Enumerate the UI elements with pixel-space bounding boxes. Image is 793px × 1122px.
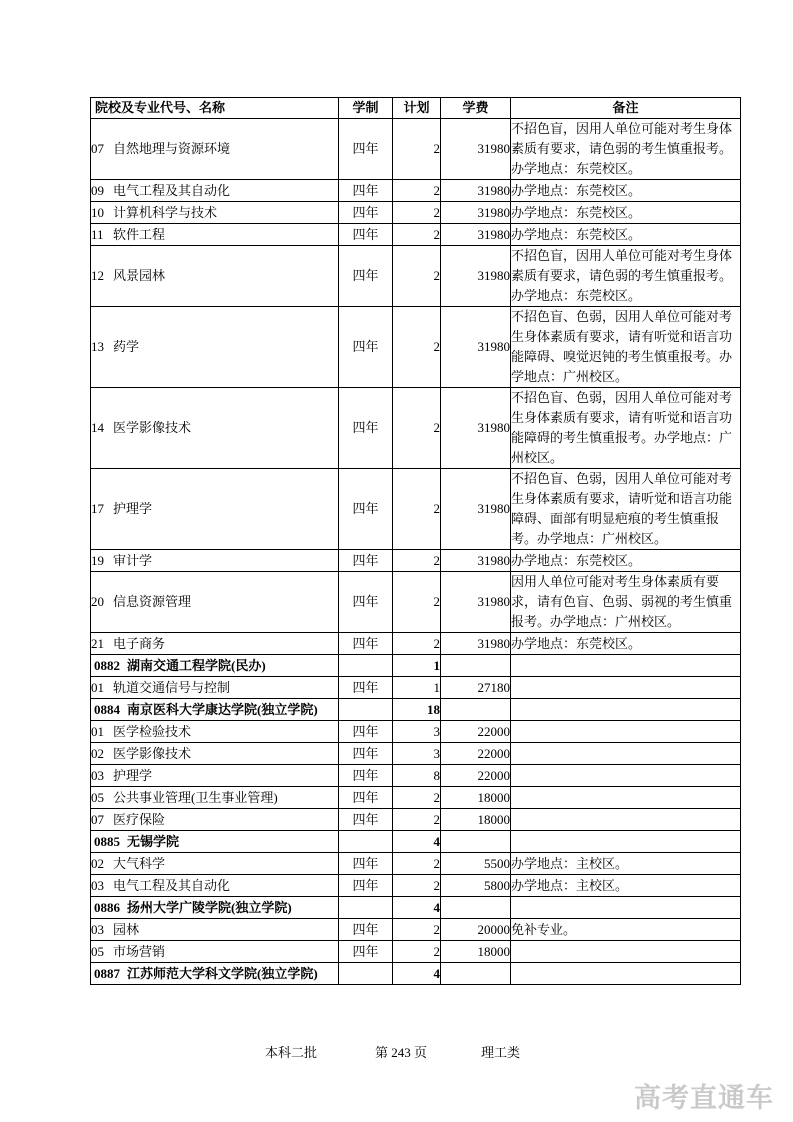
row-code: 07 [91, 811, 104, 827]
institution-row [91, 831, 741, 853]
footer-page-number: 第 243 页 [375, 1045, 428, 1060]
cell-plan: 2 [393, 119, 441, 180]
major-row [91, 787, 741, 809]
cell-remark: 办学地点：东莞校区。 [511, 202, 741, 224]
cell-plan: 2 [393, 469, 441, 550]
row-name: 无锡学院 [127, 833, 180, 849]
header-row [91, 98, 741, 119]
cell-duration: 四年 [339, 388, 393, 469]
cell-tuition [441, 831, 511, 853]
cell-plan: 2 [393, 202, 441, 224]
cell-tuition: 18000 [441, 787, 511, 809]
major-row [91, 941, 741, 963]
cell-code-and-name [91, 246, 339, 307]
major-row [91, 853, 741, 875]
row-name: 护理学 [113, 767, 153, 783]
cell-duration: 四年 [339, 469, 393, 550]
row-name: 软件工程 [113, 226, 166, 242]
cell-duration [339, 655, 393, 677]
cell-tuition: 31980 [441, 633, 511, 655]
row-code: 03 [91, 767, 104, 783]
row-code: 21 [91, 635, 104, 651]
cell-tuition: 31980 [441, 469, 511, 550]
cell-remark: 因用人单位可能对考生身体素质有要求，请有色盲、色弱、弱视的考生慎重报考。办学地点：广州校区。 [511, 572, 741, 633]
cell-tuition: 31980 [441, 388, 511, 469]
admission-plan-table [90, 97, 741, 985]
cell-duration: 四年 [339, 809, 393, 831]
cell-remark [511, 677, 741, 699]
cell-plan: 2 [393, 572, 441, 633]
row-code: 02 [91, 745, 104, 761]
row-name: 电气工程及其自动化 [113, 182, 231, 198]
cell-duration: 四年 [339, 119, 393, 180]
row-code: 02 [91, 855, 104, 871]
cell-plan: 2 [393, 853, 441, 875]
cell-code-and-name [91, 572, 339, 633]
cell-duration: 四年 [339, 633, 393, 655]
header-remark: 备注 [511, 98, 741, 119]
cell-duration: 四年 [339, 743, 393, 765]
major-row [91, 809, 741, 831]
cell-duration: 四年 [339, 550, 393, 572]
cell-tuition [441, 655, 511, 677]
cell-tuition: 18000 [441, 809, 511, 831]
cell-plan: 3 [393, 743, 441, 765]
row-code: 10 [91, 204, 104, 220]
cell-tuition: 31980 [441, 572, 511, 633]
row-name: 风景园林 [113, 268, 166, 283]
cell-duration: 四年 [339, 307, 393, 388]
cell-remark [511, 941, 741, 963]
cell-tuition: 27180 [441, 677, 511, 699]
row-name: 轨道交通信号与控制 [113, 679, 231, 695]
row-code: 05 [91, 789, 104, 805]
cell-remark: 不招色盲，因用人单位可能对考生身体素质有要求，请色弱的考生慎重报考。办学地点：东莞校区。 [511, 246, 741, 307]
cell-tuition: 31980 [441, 224, 511, 246]
major-row [91, 202, 741, 224]
cell-tuition: 31980 [441, 246, 511, 307]
cell-duration: 四年 [339, 677, 393, 699]
row-name: 南京医科大学康达学院(独立学院) [127, 701, 318, 717]
row-code: 03 [91, 921, 104, 937]
row-name: 医学影像技术 [113, 420, 192, 435]
cell-plan: 3 [393, 721, 441, 743]
cell-duration: 四年 [339, 941, 393, 963]
major-row [91, 550, 741, 572]
cell-plan: 4 [393, 963, 441, 985]
cell-duration: 四年 [339, 875, 393, 897]
institution-row [91, 655, 741, 677]
cell-plan: 2 [393, 875, 441, 897]
cell-tuition: 5500 [441, 853, 511, 875]
cell-plan: 2 [393, 809, 441, 831]
row-code: 0885 [94, 833, 120, 849]
major-row [91, 469, 741, 550]
row-name: 医疗保险 [113, 811, 166, 827]
cell-tuition: 5800 [441, 875, 511, 897]
cell-plan: 2 [393, 180, 441, 202]
cell-plan: 4 [393, 897, 441, 919]
cell-remark: 办学地点：主校区。 [511, 853, 741, 875]
cell-plan: 18 [393, 699, 441, 721]
header-name: 院校及专业代号、名称 [91, 98, 339, 119]
cell-remark [511, 963, 741, 985]
cell-plan: 4 [393, 831, 441, 853]
major-row [91, 388, 741, 469]
cell-plan: 1 [393, 655, 441, 677]
row-code: 20 [91, 594, 104, 609]
row-code: 01 [91, 679, 104, 695]
cell-plan: 1 [393, 677, 441, 699]
page-footer [0, 1042, 793, 1060]
cell-code-and-name [91, 919, 339, 941]
cell-duration: 四年 [339, 853, 393, 875]
table-header [91, 98, 741, 119]
row-name: 计算机科学与技术 [113, 204, 218, 220]
cell-tuition: 18000 [441, 941, 511, 963]
row-code: 11 [91, 226, 104, 242]
row-code: 0887 [94, 965, 120, 981]
cell-plan: 8 [393, 765, 441, 787]
row-name: 市场营销 [113, 943, 166, 959]
cell-code-and-name [91, 550, 339, 572]
cell-remark [511, 787, 741, 809]
row-code: 12 [91, 268, 104, 283]
cell-code-and-name [91, 633, 339, 655]
row-code: 09 [91, 182, 104, 198]
cell-tuition: 22000 [441, 721, 511, 743]
row-name: 电气工程及其自动化 [113, 877, 231, 893]
cell-duration: 四年 [339, 721, 393, 743]
major-row [91, 633, 741, 655]
row-code: 19 [91, 552, 104, 568]
cell-tuition: 31980 [441, 550, 511, 572]
major-row [91, 677, 741, 699]
major-row [91, 765, 741, 787]
row-code: 0884 [94, 701, 120, 717]
cell-remark: 不招色盲、色弱，因用人单位可能对考生身体素质有要求，请有听觉和语言功能障碍、嗅觉迟钝的考生慎重报考。办学地点：广州校区。 [511, 307, 741, 388]
major-row [91, 307, 741, 388]
cell-duration: 四年 [339, 572, 393, 633]
cell-duration [339, 897, 393, 919]
cell-remark [511, 765, 741, 787]
cell-code-and-name [91, 963, 339, 985]
cell-code-and-name [91, 809, 339, 831]
cell-remark: 办学地点：东莞校区。 [511, 550, 741, 572]
footer-batch-label: 本科二批 [265, 1045, 318, 1060]
cell-code-and-name [91, 853, 339, 875]
row-name: 药学 [113, 339, 140, 354]
cell-duration: 四年 [339, 224, 393, 246]
cell-duration [339, 963, 393, 985]
row-code: 03 [91, 877, 104, 893]
cell-code-and-name [91, 388, 339, 469]
row-name: 信息资源管理 [113, 594, 192, 609]
cell-code-and-name [91, 699, 339, 721]
row-code: 17 [91, 501, 104, 516]
cell-code-and-name [91, 941, 339, 963]
cell-code-and-name [91, 743, 339, 765]
row-code: 0886 [94, 899, 120, 915]
major-row [91, 875, 741, 897]
row-name: 医学影像技术 [113, 745, 192, 761]
cell-tuition [441, 699, 511, 721]
cell-duration: 四年 [339, 202, 393, 224]
cell-code-and-name [91, 119, 339, 180]
row-code: 07 [91, 141, 104, 156]
cell-remark [511, 897, 741, 919]
cell-remark: 办学地点：东莞校区。 [511, 180, 741, 202]
cell-remark: 免补专业。 [511, 919, 741, 941]
row-name: 护理学 [113, 501, 153, 516]
cell-code-and-name [91, 765, 339, 787]
cell-remark [511, 655, 741, 677]
institution-row [91, 897, 741, 919]
institution-row [91, 963, 741, 985]
header-duration: 学制 [339, 98, 393, 119]
cell-plan: 2 [393, 246, 441, 307]
row-code: 14 [91, 420, 104, 435]
cell-duration [339, 699, 393, 721]
major-row [91, 246, 741, 307]
cell-code-and-name [91, 721, 339, 743]
cell-plan: 2 [393, 307, 441, 388]
cell-tuition: 22000 [441, 743, 511, 765]
cell-duration [339, 831, 393, 853]
cell-duration: 四年 [339, 919, 393, 941]
header-plan: 计划 [393, 98, 441, 119]
row-name: 公共事业管理(卫生事业管理) [113, 789, 278, 805]
cell-remark [511, 831, 741, 853]
row-name: 大气科学 [113, 855, 166, 871]
cell-remark: 不招色盲、色弱，因用人单位可能对考生身体素质有要求，请有听觉和语言功能障碍的考生慎重报考。办学地点：广州校区。 [511, 388, 741, 469]
cell-code-and-name [91, 224, 339, 246]
cell-tuition [441, 963, 511, 985]
cell-plan: 2 [393, 787, 441, 809]
cell-duration: 四年 [339, 246, 393, 307]
row-name: 自然地理与资源环境 [113, 141, 231, 156]
cell-code-and-name [91, 787, 339, 809]
row-name: 电子商务 [113, 635, 166, 651]
cell-code-and-name [91, 180, 339, 202]
row-name: 审计学 [113, 552, 153, 568]
row-name: 医学检验技术 [113, 723, 192, 739]
cell-tuition: 31980 [441, 180, 511, 202]
cell-remark: 不招色盲，因用人单位可能对考生身体素质有要求，请色弱的考生慎重报考。办学地点：东莞校区。 [511, 119, 741, 180]
cell-tuition: 20000 [441, 919, 511, 941]
cell-tuition: 31980 [441, 202, 511, 224]
institution-row [91, 699, 741, 721]
major-row [91, 224, 741, 246]
cell-remark [511, 699, 741, 721]
cell-code-and-name [91, 831, 339, 853]
cell-remark [511, 809, 741, 831]
row-code: 13 [91, 339, 104, 354]
cell-remark [511, 743, 741, 765]
cell-plan: 2 [393, 550, 441, 572]
row-name: 园林 [113, 921, 140, 937]
row-code: 05 [91, 943, 104, 959]
cell-duration: 四年 [339, 180, 393, 202]
cell-code-and-name [91, 202, 339, 224]
cell-code-and-name [91, 469, 339, 550]
table-body [91, 119, 741, 985]
header-tuition: 学费 [441, 98, 511, 119]
cell-remark: 办学地点：东莞校区。 [511, 224, 741, 246]
row-name: 湖南交通工程学院(民办) [127, 657, 266, 673]
cell-plan: 2 [393, 941, 441, 963]
footer-category-label: 理工类 [481, 1045, 521, 1060]
cell-remark: 不招色盲、色弱，因用人单位可能对考生身体素质有要求，请听觉和语言功能障碍、面部有明显疤痕的考生慎重报考。办学地点：广州校区。 [511, 469, 741, 550]
major-row [91, 743, 741, 765]
watermark: 高考直通车 [634, 1083, 774, 1113]
major-row [91, 721, 741, 743]
cell-code-and-name [91, 655, 339, 677]
cell-remark: 办学地点：主校区。 [511, 875, 741, 897]
row-code: 01 [91, 723, 104, 739]
row-code: 0882 [94, 657, 120, 673]
cell-code-and-name [91, 307, 339, 388]
cell-plan: 2 [393, 919, 441, 941]
cell-remark [511, 721, 741, 743]
cell-tuition: 31980 [441, 119, 511, 180]
cell-tuition: 22000 [441, 765, 511, 787]
admission-plan-table-wrap [90, 97, 741, 985]
row-name: 扬州大学广陵学院(独立学院) [127, 899, 292, 915]
major-row [91, 180, 741, 202]
major-row [91, 119, 741, 180]
cell-plan: 2 [393, 224, 441, 246]
cell-code-and-name [91, 875, 339, 897]
row-name: 江苏师范大学科文学院(独立学院) [127, 965, 318, 981]
cell-code-and-name [91, 897, 339, 919]
cell-duration: 四年 [339, 765, 393, 787]
cell-tuition: 31980 [441, 307, 511, 388]
cell-plan: 2 [393, 633, 441, 655]
major-row [91, 572, 741, 633]
cell-remark: 办学地点：东莞校区。 [511, 633, 741, 655]
cell-code-and-name [91, 677, 339, 699]
cell-tuition [441, 897, 511, 919]
major-row [91, 919, 741, 941]
cell-duration: 四年 [339, 787, 393, 809]
cell-plan: 2 [393, 388, 441, 469]
